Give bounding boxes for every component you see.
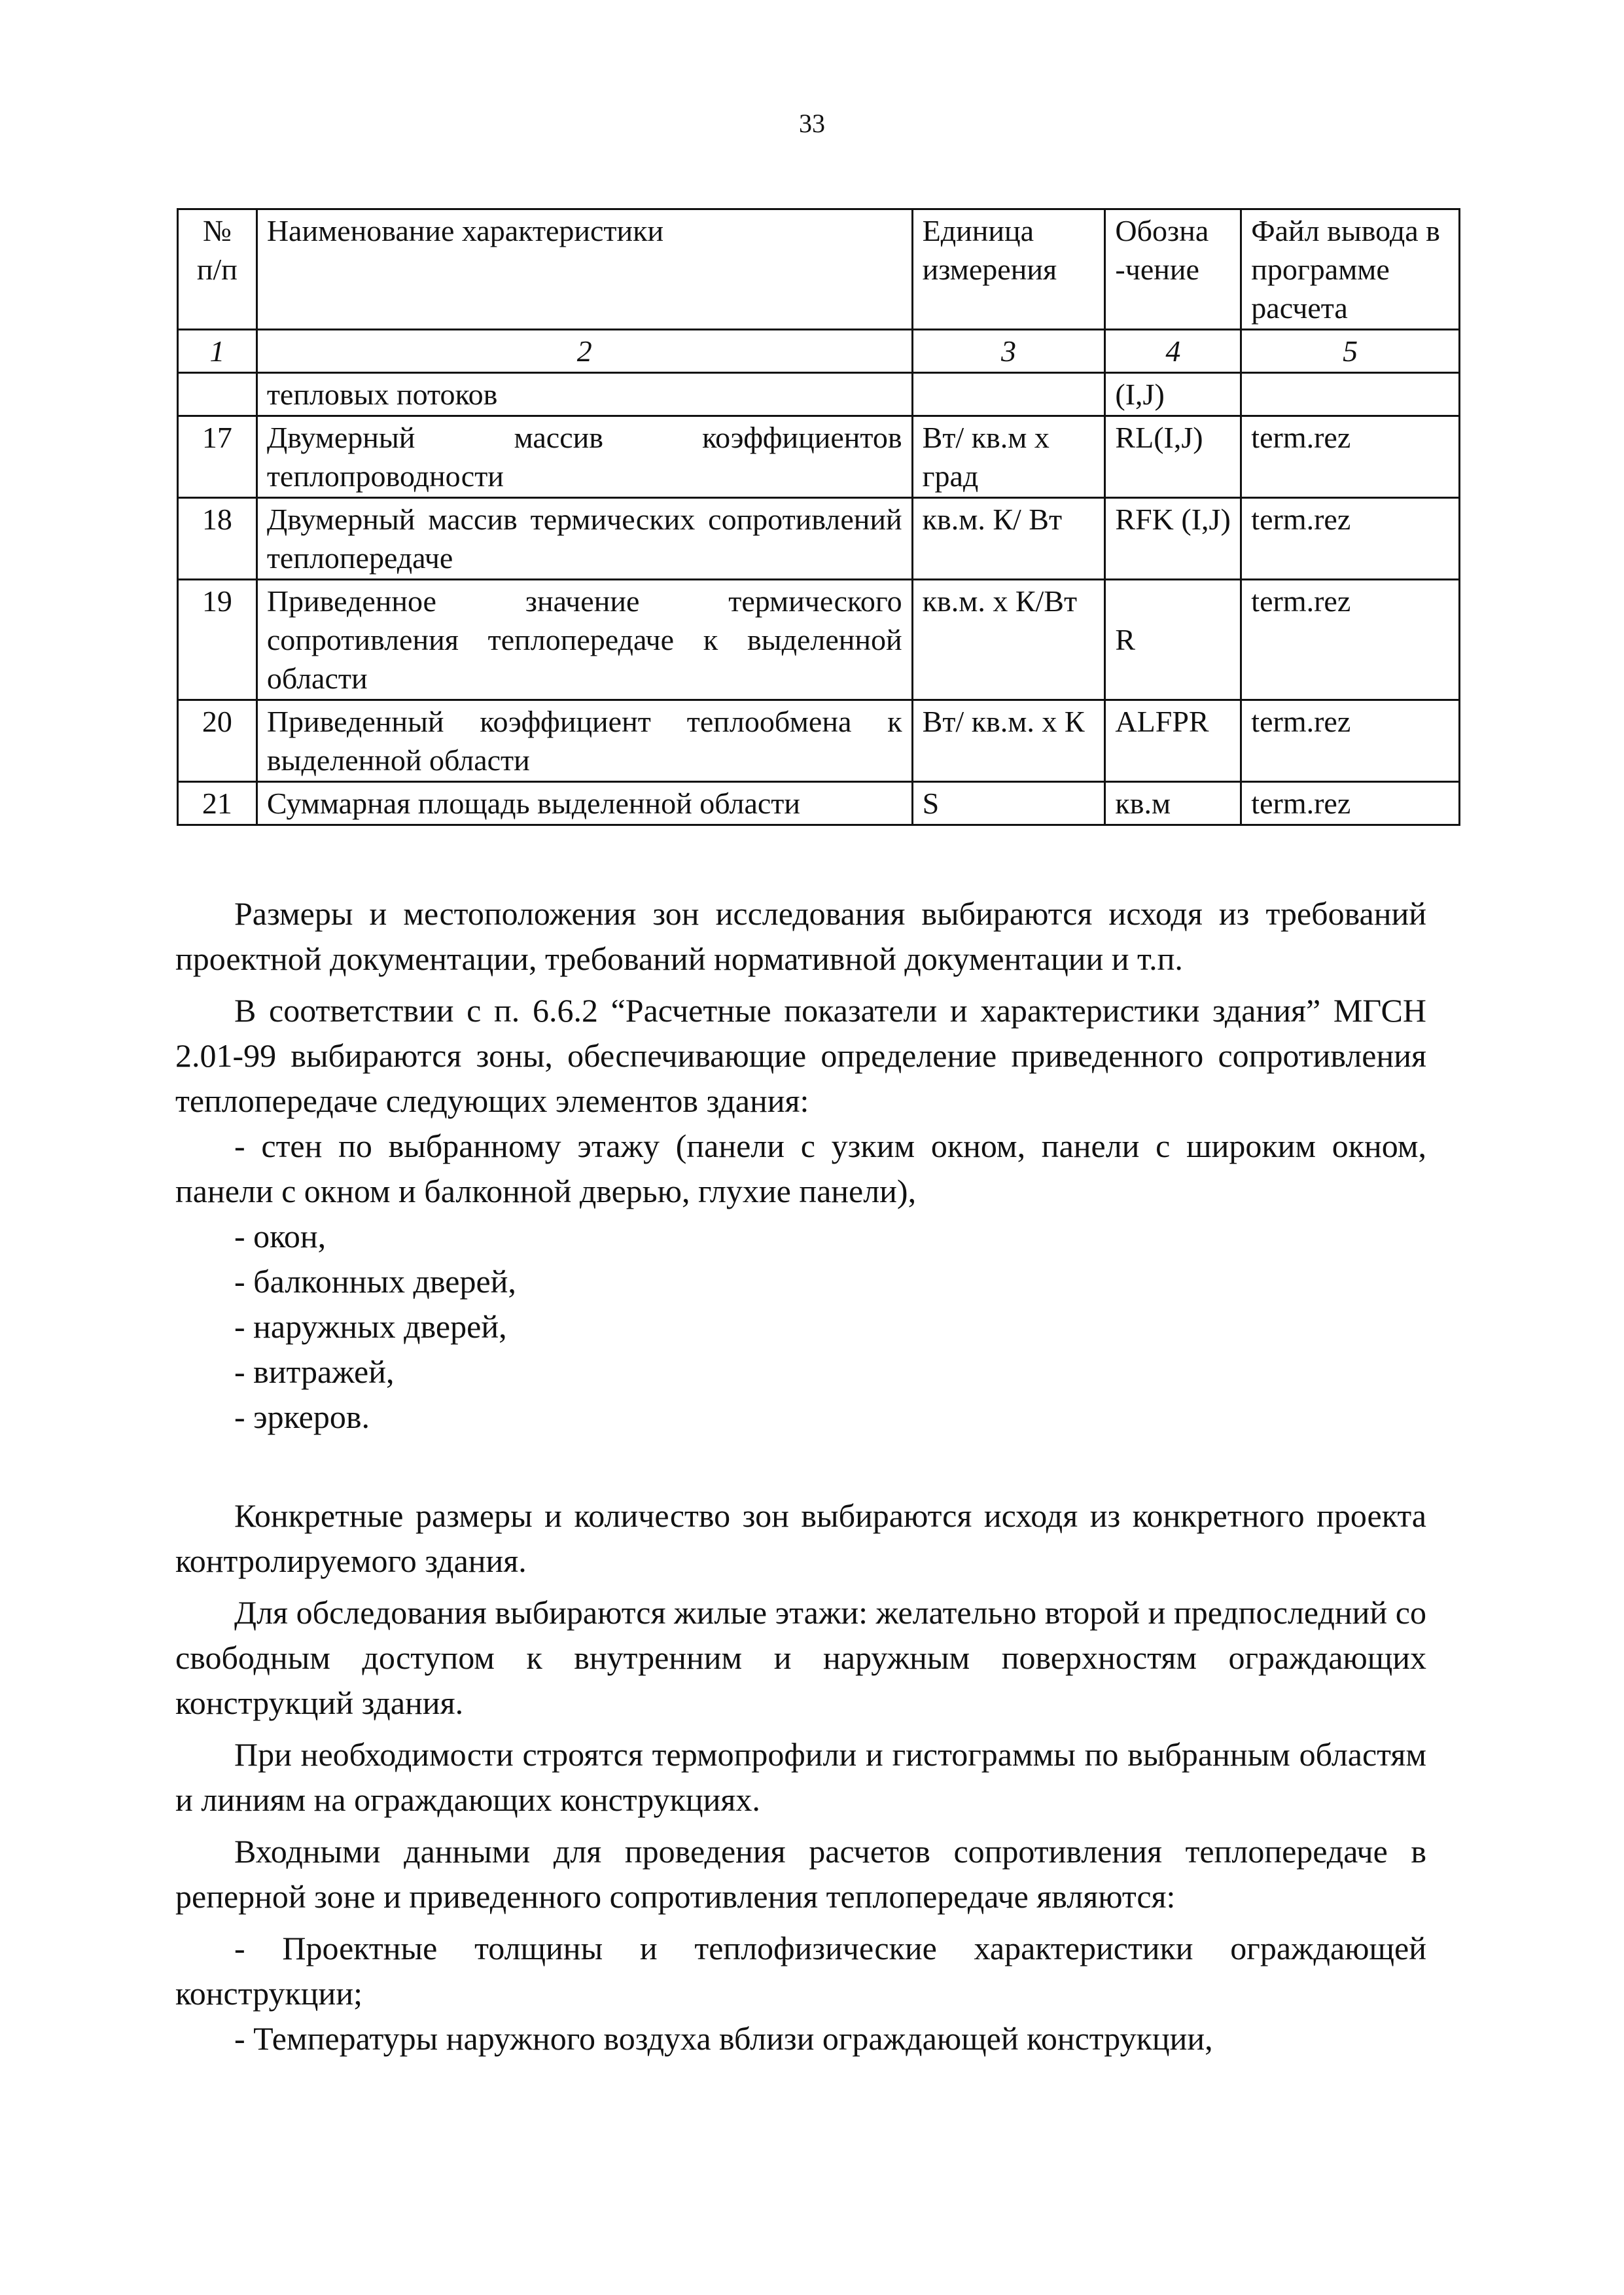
index-cell: 3 [912, 330, 1105, 373]
index-cell: 1 [178, 330, 257, 373]
row-num: 18 [178, 498, 257, 580]
row-symbol: ALFPR [1105, 700, 1241, 782]
list-item: - Температуры наружного воздуха вблизи ограждающей конструкции, [234, 2020, 1213, 2057]
row-name: Двумерный массив коэффициентов теплопроводности [256, 416, 912, 498]
list-item: - эркеров. [234, 1398, 370, 1435]
table-row [178, 416, 1460, 498]
index-cell: 2 [256, 330, 912, 373]
paragraph: В соответствии с п. 6.6.2 “Расчетные показатели и характеристики здания” МГСН 2.01-99 выбираются зоны, обеспечивающие определение приведенного сопротивления теплопередаче следующих элементов здания: [175, 992, 1426, 1119]
row-symbol: R [1105, 580, 1241, 700]
row-num: 17 [178, 416, 257, 498]
table-header-row [178, 209, 1460, 330]
row-file: term.rez [1241, 782, 1460, 825]
characteristics-table [177, 208, 1460, 826]
header-file: Файл вывода в программе расчета [1241, 209, 1460, 330]
table-index-row [178, 330, 1460, 373]
table-row [178, 700, 1460, 782]
table-row [178, 782, 1460, 825]
row-unit: Вт/ кв.м х град [912, 416, 1105, 498]
index-cell: 4 [1105, 330, 1241, 373]
row-unit: Вт/ кв.м. х К [912, 700, 1105, 782]
row-file: term.rez [1241, 700, 1460, 782]
row-name: тепловых потоков [256, 373, 912, 416]
paragraph: Входными данными для проведения расчетов сопротивления теплопередаче в реперной зоне и приведенного сопротивления теплопередаче являются: [175, 1833, 1426, 1915]
list-item: - балконных дверей, [234, 1263, 516, 1300]
row-name: Приведенный коэффициент теплообмена к выделенной области [256, 700, 912, 782]
list-item: - стен по выбранному этажу (панели с узким окном, панели с широким окном, панели с окном и балконной дверью, глухие панели), [175, 1128, 1426, 1209]
row-file: term.rez [1241, 580, 1460, 700]
row-num: 19 [178, 580, 257, 700]
body-text [175, 891, 1426, 2061]
header-name: Наименование характеристики [256, 209, 912, 330]
header-num: № п/п [178, 209, 257, 330]
table-row [178, 373, 1460, 416]
table-row [178, 580, 1460, 700]
row-name: Приведенное значение термического сопротивления теплопередаче к выделенной области [256, 580, 912, 700]
row-unit: кв.м. К/ Вт [912, 498, 1105, 580]
row-name: Суммарная площадь выделенной области [256, 782, 912, 825]
row-num: 21 [178, 782, 257, 825]
header-symbol: Обозна -чение [1105, 209, 1241, 330]
paragraph: При необходимости строятся термопрофили и гистограммы по выбранным областям и линиям на ограждающих конструкциях. [175, 1736, 1426, 1818]
row-num: 20 [178, 700, 257, 782]
row-file: term.rez [1241, 498, 1460, 580]
list-item: - окон, [234, 1218, 327, 1254]
page-number: 33 [799, 109, 825, 138]
row-symbol: кв.м [1105, 782, 1241, 825]
row-symbol: (I,J) [1105, 373, 1241, 416]
list-item: - наружных дверей, [234, 1308, 507, 1345]
row-num [178, 373, 257, 416]
paragraph: Для обследования выбираются жилые этажи: желательно второй и предпоследний со свободным доступом к внутренним и наружным поверхностям ограждающих конструкций здания. [175, 1594, 1426, 1721]
paragraph: Размеры и местоположения зон исследования выбираются исходя из требований проектной документации, требований нормативной документации и т.п. [175, 895, 1426, 977]
row-file [1241, 373, 1460, 416]
table-row [178, 498, 1460, 580]
row-file: term.rez [1241, 416, 1460, 498]
list-item: - Проектные толщины и теплофизические характеристики ограждающей конструкции; [175, 1930, 1426, 2012]
row-symbol: RL(I,J) [1105, 416, 1241, 498]
header-unit: Единица измерения [912, 209, 1105, 330]
row-unit: S [912, 782, 1105, 825]
index-cell: 5 [1241, 330, 1460, 373]
row-symbol: RFK (I,J) [1105, 498, 1241, 580]
paragraph: Конкретные размеры и количество зон выбираются исходя из конкретного проекта контролируемого здания. [175, 1497, 1426, 1579]
row-unit [912, 373, 1105, 416]
list-item: - витражей, [234, 1353, 395, 1390]
row-unit: кв.м. х К/Вт [912, 580, 1105, 700]
row-name: Двумерный массив термических сопротивлений теплопередаче [256, 498, 912, 580]
